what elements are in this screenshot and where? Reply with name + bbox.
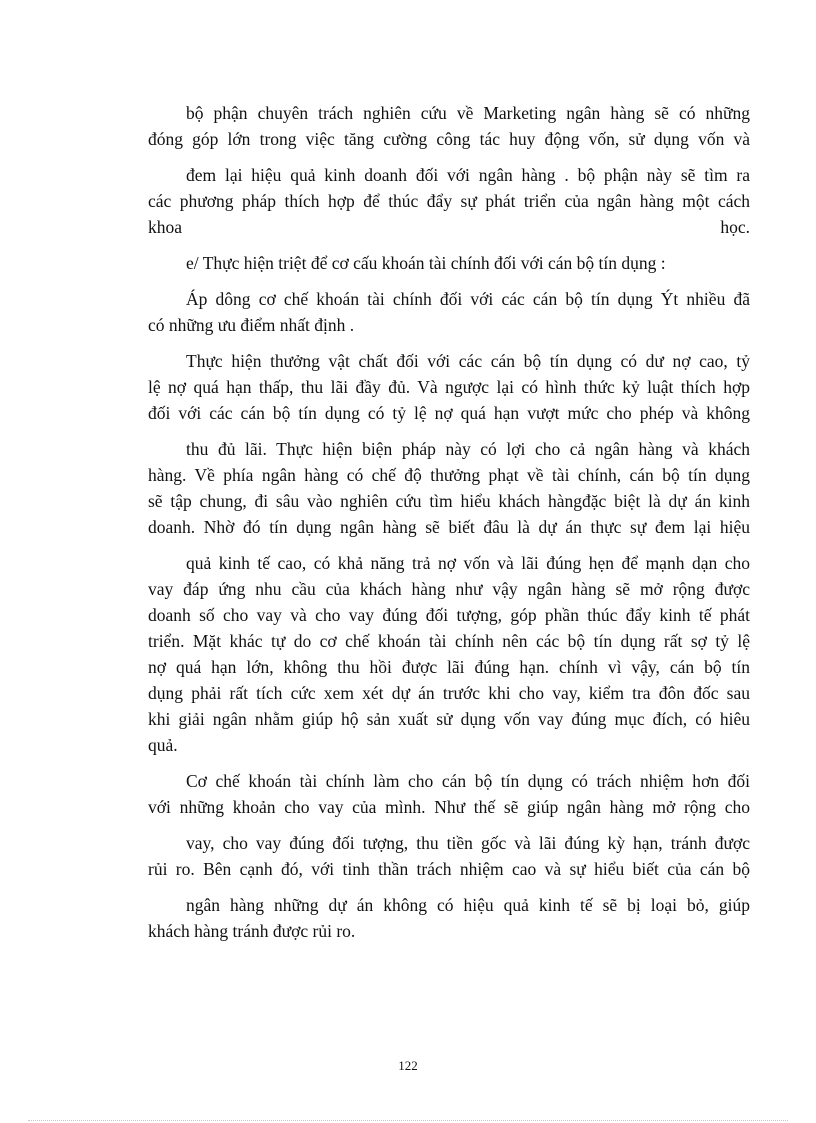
body-text — [148, 100, 750, 944]
text-line: các phương pháp thích hợp để thúc đẩy sự phát triển của ngân hàng một cách — [148, 191, 750, 211]
page-number: 122 — [398, 1058, 418, 1073]
text-line: khoa học. — [148, 217, 750, 237]
text-line: Áp dông cơ chế khoán tài chính đối với các cán bộ tín dụng Ýt nhiều đã — [186, 289, 750, 309]
text-line: ngân hàng những dự án không có hiệu quả kinh tế sẽ bị loại bỏ, giúp — [186, 895, 750, 915]
text-line: với những khoản cho vay của mình. Như thế sẽ giúp ngân hàng mở rộng cho — [148, 797, 750, 817]
text-line: doanh. Nhờ đó tín dụng ngân hàng sẽ biết đâu là dự án thực sự đem lại hiệu — [148, 517, 750, 537]
text-line: sẽ tập chung, đi sâu vào nghiên cứu tìm hiểu khách hàngđặc biệt là dự án kinh — [148, 491, 750, 511]
text-line: quả. — [148, 735, 178, 755]
footer-divider — [28, 1120, 788, 1121]
text-line: hàng. Về phía ngân hàng có chế độ thưởng phạt về tài chính, cán bộ tín dụng — [148, 465, 750, 485]
text-line: Cơ chế khoán tài chính làm cho cán bộ tín dụng có trách nhiệm hơn đối — [186, 771, 750, 791]
text-line: đóng góp lớn trong việc tăng cường công tác huy động vốn, sử dụng vốn và — [148, 129, 750, 149]
text-line: khi giải ngân nhằm giúp hộ sản xuất sử dụng vốn vay đúng mục đích, có hiêu — [148, 709, 750, 729]
text-line: có những ưu điểm nhất định . — [148, 315, 355, 335]
text-line: quả kinh tế cao, có khả năng trả nợ vốn và lãi đúng hẹn để mạnh dạn cho — [186, 553, 750, 573]
text-line: vay, cho vay đúng đối tượng, thu tiền gốc và lãi đúng kỳ hạn, tránh được — [186, 833, 750, 853]
text-line: bộ phận chuyên trách nghiên cứu về Marketing ngân hàng sẽ có những — [186, 103, 750, 123]
text-line: triển. Mặt khác tự do cơ chế khoán tài chính nên các bộ tín dụng rất sợ tỷ lệ — [148, 631, 750, 651]
text-line: đem lại hiệu quả kinh doanh đối với ngân hàng . bộ phận này sẽ tìm ra — [186, 165, 750, 185]
text-line: nợ quá hạn lớn, không thu hồi được lãi đúng hạn. chính vì vậy, cán bộ tín — [148, 657, 750, 677]
text-line: doanh số cho vay và cho vay đúng đối tượng, góp phần thúc đẩy kinh tế phát — [148, 605, 750, 625]
text-line: dụng phải rất tích cức xem xét dự án trước khi cho vay, kiểm tra đôn đốc sau — [148, 683, 750, 703]
section-heading: e/ Thực hiện triệt để cơ cấu khoán tài chính đối với cán bộ tín dụng : — [186, 253, 666, 273]
text-line: vay đáp ứng nhu cầu của khách hàng như vậy ngân hàng sẽ mở rộng được — [148, 579, 750, 599]
text-line: lệ nợ quá hạn thấp, thu lãi đầy đủ. Và ngược lại có hình thức kỷ luật thích hợp — [148, 377, 750, 397]
text-line: Thực hiện thưởng vật chất đối với các cán bộ tín dụng có dư nợ cao, tỷ — [186, 351, 750, 371]
text-line: khách hàng tránh được rủi ro. — [148, 921, 356, 941]
text-line: đối với các cán bộ tín dụng có tỷ lệ nợ quá hạn vượt mức cho phép và không — [148, 403, 750, 423]
text-line: thu đủ lãi. Thực hiện biện pháp này có lợi cho cả ngân hàng và khách — [186, 439, 750, 459]
text-line: rủi ro. Bên cạnh đó, với tinh thần trách nhiệm cao và sự hiểu biết của cán bộ — [148, 859, 750, 879]
